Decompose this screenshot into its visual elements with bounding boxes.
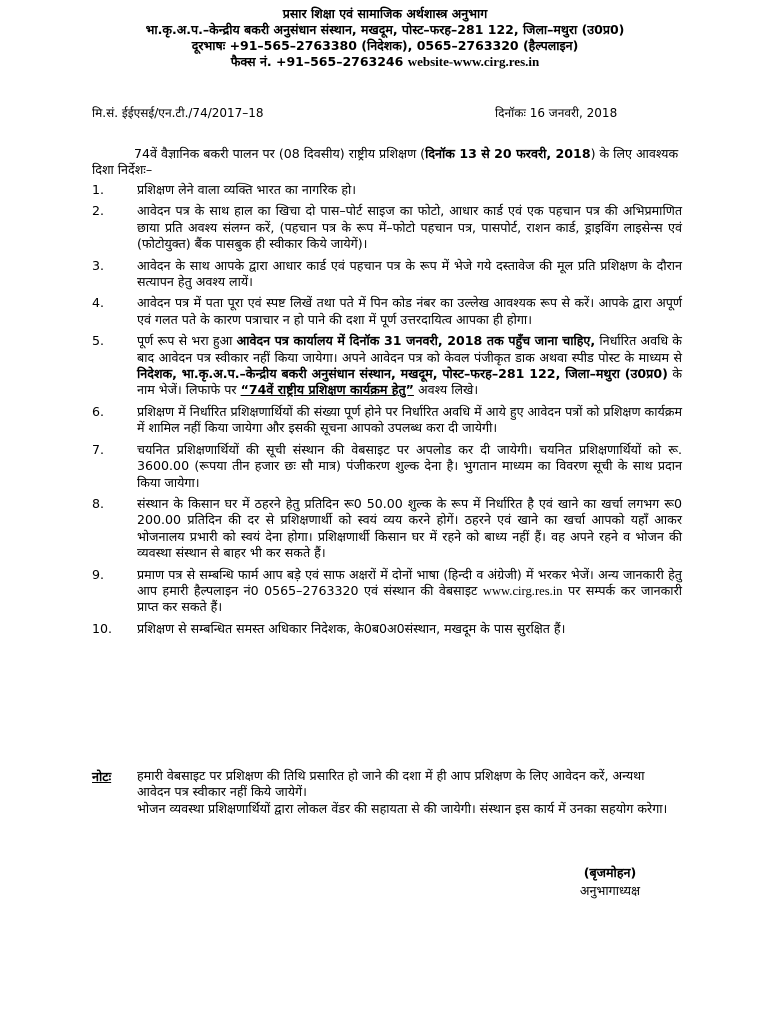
letter-date: दिनॉकः 16 जनवरी, 2018 — [495, 106, 618, 120]
item-text-part: के नाम भेजें। लिफाफे पर — [137, 366, 682, 398]
item-text: प्रशिक्षण से सम्बन्धित समस्त अधिकार निदेशक, के0ब0अ0संस्थान, मखदूम के पास सुरक्षित हैं। — [137, 620, 566, 636]
submission-deadline: आवेदन पत्र कार्यालय में दिनॉक 31 जनवरी, 2018 तक पहुँच जाना चाहिए, — [236, 333, 596, 349]
phone-numbers: दूरभाषः +91–565–2763380 (निदेशक), 0565–2763320 (हैल्पलाइन) — [191, 38, 579, 53]
letterhead — [0, 6, 770, 70]
signatory-designation: अनुभागाध्यक्ष — [579, 883, 641, 898]
item-number: 6. — [92, 403, 105, 419]
list-item — [0, 496, 770, 562]
item-number: 7. — [92, 441, 105, 457]
list-item — [0, 258, 770, 291]
reference-number: मि.सं. ईईएसई/एन.टी./74/2017–18 — [92, 106, 264, 120]
list-item — [0, 442, 770, 491]
item-text: प्रशिक्षण में निर्धारित प्रशिक्षणार्थियों की संख्या पूर्ण होने पर निर्धारित अवधि में आये हुए आवेदन पत्रों को प्रशिक्षण कार्यक्रम में शामिल नहीं किया जायेगा और इसकी सूचना आपको उपलब्ध करा दी जायेगी। — [137, 403, 682, 436]
item-text-part: पर सम्पर्क कर जानकारी प्राप्त कर सकते हैं। — [137, 582, 682, 615]
item-text-part: निर्धारित अवधि के बाद आवेदन पत्र स्वीकार नहीं किया जायेगा। अपने आवेदन पत्र को केवल पंजीकृत डाक अथवा स्पीड पोस्ट के माध्यम से — [137, 333, 682, 365]
item-text-part: अवश्य लिखे। — [413, 382, 479, 398]
postal-address: निदेशक, भा.कृ.अ.प.–केन्द्रीय बकरी अनुसंधान संस्थान, मखदूम, पोस्ट–फरह–281 122, जिला–मथुरा (उ0प्र0) — [137, 366, 668, 382]
item-number: 10. — [92, 620, 113, 636]
signature-block — [560, 864, 660, 900]
item-text: आवेदन पत्र के साथ हाल का खिचा दो पास–पोर्ट साइज का फोटो, आधार कार्ड एवं एक पहचान पत्र की अभिप्रमाणित छाया प्रति अवश्य संलग्न करें, (पहचान पत्र के रूप में–फोटो पहचान पत्र, पासपोर्ट, राशन कार्ड, ड्राइविंग लाइसेन्स एवं (फोटोयुक्त) बैंक पासबुक ही स्वीकार किये जायेगें)। — [137, 203, 682, 252]
intro-paragraph — [92, 146, 682, 178]
instruction-list — [0, 182, 770, 642]
note-line: हमारी वेबसाइट पर प्रशिक्षण की तिथि प्रसारित हो जाने की दशा में ही आप प्रशिक्षण के लिए आवेदन करें, अन्यथा आवेदन पत्र स्वीकार नहीं किये जायेगें। — [137, 768, 645, 800]
training-dates: दिनॉक 13 से 20 फरवरी, 2018 — [425, 146, 591, 161]
item-text-part: पूर्ण रूप से भरा हुआ — [137, 333, 237, 349]
signatory-name: (बृजमोहन) — [583, 865, 637, 880]
item-text: प्रशिक्षण लेने वाला व्यक्ति भारत का नागरिक हो। — [137, 182, 357, 197]
item-number: 8. — [92, 495, 105, 511]
institute-address: भा.कृ.अ.प.–केन्द्रीय बकरी अनुसंधान संस्थान, मखदूम, पोस्ट–फरह–281 122, जिला–मथुरा (उ0प्र0) — [145, 22, 625, 37]
list-item — [0, 567, 770, 616]
item-number: 2. — [92, 203, 105, 219]
item-number: 5. — [92, 333, 105, 349]
intro-text-start: 74वें वैज्ञानिक बकरी पालन पर (08 दिवसीय) राष्ट्रीय प्रशिक्षण ( — [134, 146, 426, 161]
list-item — [0, 333, 770, 399]
item-number: 4. — [92, 295, 105, 311]
item-text-part: प्रमाण पत्र से सम्बन्धि फार्म आप बड़े एवं साफ अक्षरों में दोनों भाषा (हिन्दी व अंग्रेजी) में भरकर भेजें। अन्य जानकारी हेतु आप हमारी हैल्पलाइन नं0 0565–2763320 एवं संस्थान की वेबसाइट — [137, 566, 682, 598]
list-item — [0, 295, 770, 328]
note-label: नोटः — [92, 769, 112, 784]
item-number: 9. — [92, 566, 105, 582]
item-text: आवेदन पत्र में पता पूरा एवं स्पष्ट लिखें तथा पते में पिन कोड नंबर का उल्लेख आवश्यक रूप से करें। आपके द्वारा अपूर्ण एवं गलत पते के कारण पत्राचार न हो पाने की दशा में पूर्ण उत्तरदायित्व आपका ही होगा। — [137, 295, 682, 327]
item-text: आवेदन के साथ आपके द्वारा आधार कार्ड एवं पहचान पत्र के रूप में भेजे गये दस्तावेज की मूल प्रति प्रशिक्षण के दौरान सत्यापन हेतु अवश्य लायें। — [137, 257, 682, 290]
website-link[interactable]: website-www.cirg.res.in — [407, 54, 540, 69]
note-line: भोजन व्यवस्था प्रशिक्षणार्थियों द्वारा लोकल वेंडर की सहायता से की जायेगी। संस्थान इस कार्य में उनका सहयोग करेगा। — [137, 800, 668, 816]
envelope-label: “74वें राष्ट्रीय प्रशिक्षण कार्यक्रम हेतु” — [240, 382, 414, 398]
item-text: संस्थान के किसान घर में ठहरने हेतु प्रतिदिन रू0 50.00 शुल्क के रूप में निर्धारित है एवं खाने का खर्चा लगभग रू0 200.00 प्रतिदिन की दर से प्रशिक्षणार्थी को स्वयं व्यय करने होगें। ठहरने एवं खाने का खर्चा आपको यहाँ आकर भोजनालय प्रभारी को स्वयं देना होगा। प्रशिक्षणार्थी किसान घर में रहने को बाध्य नहीं हैं। वह अपने रहने व भोजन की व्यवस्था संस्थान से बाहर भी कर सकते हैं। — [137, 495, 682, 561]
item-text — [137, 567, 682, 616]
department-name: प्रसार शिक्षा एवं सामाजिक अर्थशास्त्र अनुभाग — [282, 6, 488, 21]
list-item — [0, 182, 770, 198]
item-text: चयनित प्रशिक्षणार्थियों की सूची संस्थान की वेबसाइट पर अपलोड कर दी जायेगी। चयनित प्रशिक्षणार्थियों को रू. 3600.00 (रूपया तीन हजार छः सौ मात्र) पंजीकरण शुल्क देना है। भुगतान माध्यम का विवरण सूची के साथ प्रदान किया जायेगा। — [137, 441, 682, 490]
item-number: 3. — [92, 257, 105, 273]
intro-text-end: ) के लिए आवश्यक दिशा निर्देशः– — [92, 146, 679, 177]
list-item — [0, 404, 770, 437]
website-link[interactable]: www.cirg.res.in — [482, 583, 563, 598]
item-number: 1. — [92, 182, 105, 197]
list-item — [0, 203, 770, 252]
list-item — [0, 621, 770, 637]
note-section — [92, 768, 682, 817]
fax-website-line — [0, 54, 770, 70]
fax-number: फैक्स नं. +91–565–2763246 — [230, 54, 404, 69]
item-text — [137, 333, 682, 399]
